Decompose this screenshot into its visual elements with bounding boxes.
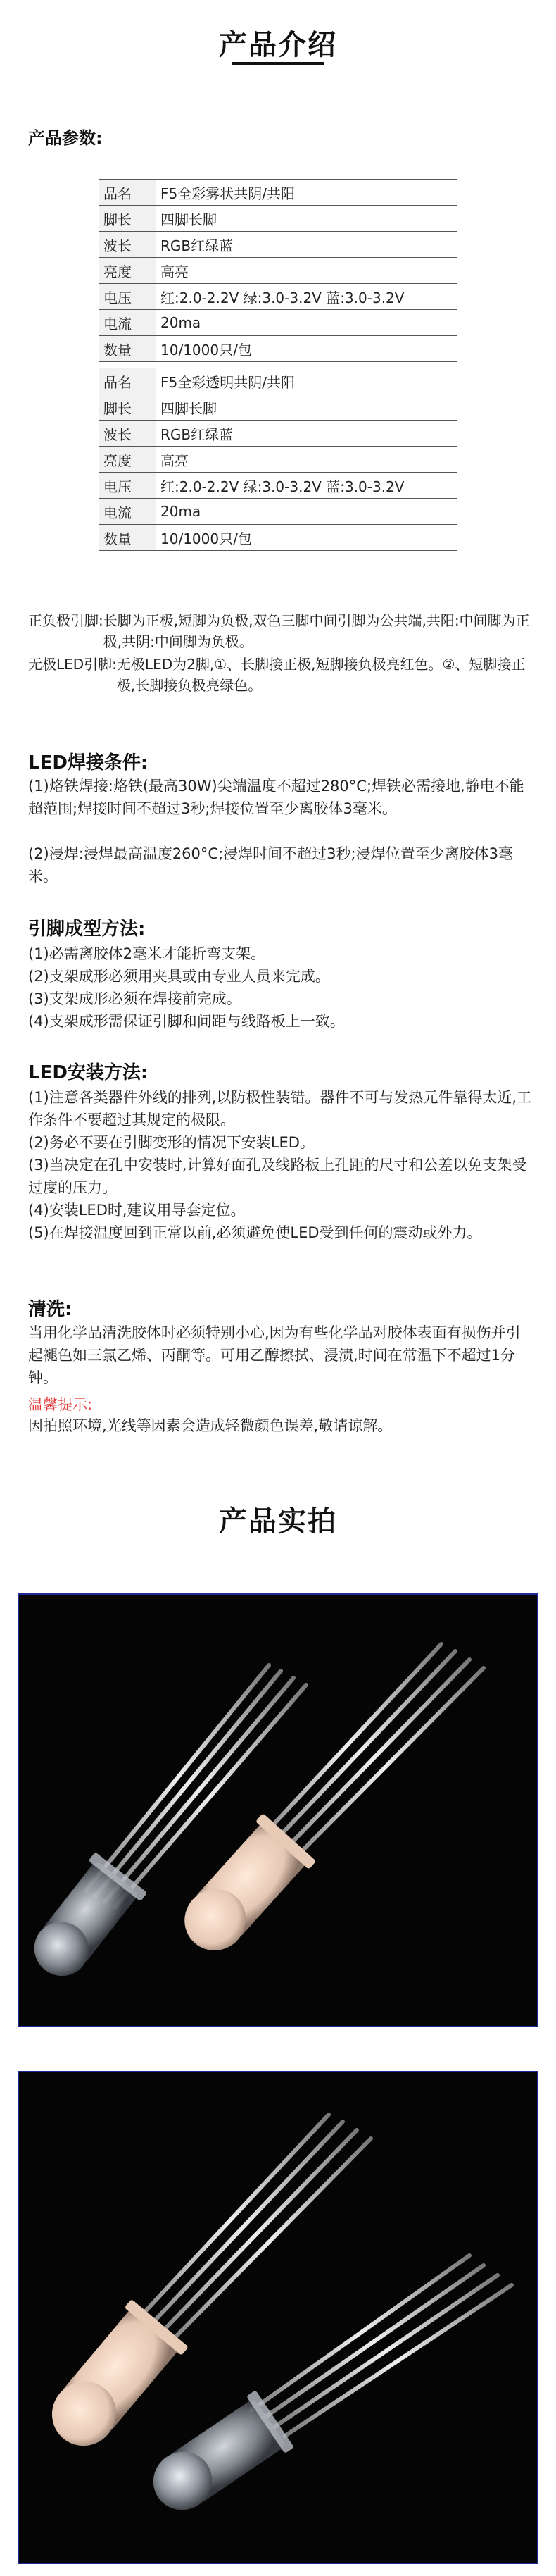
spec-key: 亮度 (99, 258, 156, 284)
pin-term-1: 正负极引脚: (28, 612, 103, 629)
spec-value: 四脚长脚 (156, 206, 457, 232)
list-item: (4)支架成形需保证引脚和间距与线路板上一致。 (28, 1013, 345, 1030)
led-photo-1-illustration (19, 1595, 537, 2026)
spec-key: 品名 (99, 180, 156, 206)
spec-key: 数量 (99, 525, 156, 551)
cleaning-title: 清洗: (28, 1299, 72, 1320)
spec-value: 高亮 (156, 258, 457, 284)
table-row (99, 336, 457, 362)
spec-value: 10/1000只/包 (156, 336, 457, 362)
tip-label: 温馨提示: (28, 1396, 93, 1413)
spec-key: 亮度 (99, 447, 156, 473)
install-title: LED安装方法: (28, 1062, 149, 1083)
list-item: (3)当决定在孔中安装时,计算好面孔及线路板上孔距的尺寸和公差以免支架受过度的压力。 (28, 1157, 527, 1196)
spec-value: 20ma (156, 310, 457, 336)
led-photo-2-illustration (19, 2072, 537, 2563)
welding-title: LED焊接条件: (28, 752, 149, 773)
table-row (99, 394, 457, 421)
table-row (99, 368, 457, 394)
spec-key: 品名 (99, 368, 156, 394)
title-underline (232, 62, 324, 65)
page-title: 产品介绍 (219, 29, 337, 61)
spec-table-1 (99, 179, 457, 362)
params-label: 产品参数: (28, 128, 103, 148)
install-list (28, 1086, 535, 1244)
table-row (99, 525, 457, 551)
table-row (99, 499, 457, 525)
led-body-frosted (168, 1813, 316, 1967)
spec-key: 电压 (99, 284, 156, 310)
led-body-clear-2 (139, 2390, 294, 2526)
cleaning-text: 当用化学品清洗胶体时必须特别小心,因为有些化学品对胶体表面有损伤并引起褪色如三氯乙烯、丙酮等。可用乙醇擦拭、浸渍,时间在常温下不超过1分钟。 (28, 1324, 521, 1386)
spec-value: 红:2.0-2.2V 绿:3.0-3.2V 蓝:3.0-3.2V (156, 473, 457, 499)
table-row (99, 180, 457, 206)
spec-value: 红:2.0-2.2V 绿:3.0-3.2V 蓝:3.0-3.2V (156, 284, 457, 310)
list-item: (4)安装LED时,建议用导套定位。 (28, 1202, 246, 1219)
list-item: (1)注意各类器件外线的排列,以防极性装错。器件不可与发热元件靠得太近,工作条件不要超过其规定的极限。 (28, 1089, 532, 1128)
table-row (99, 310, 457, 336)
product-photo-2 (18, 2071, 538, 2564)
table-row (99, 447, 457, 473)
spec-key: 波长 (99, 421, 156, 447)
spec-value: RGB红绿蓝 (156, 421, 457, 447)
spec-key: 脚长 (99, 394, 156, 421)
spec-key: 脚长 (99, 206, 156, 232)
list-item: (2)务必不要在引脚变形的情况下安装LED。 (28, 1134, 315, 1151)
spec-key: 电压 (99, 473, 156, 499)
table-row (99, 258, 457, 284)
spec-key: 波长 (99, 232, 156, 258)
welding-p2: (2)浸焊:浸焊最高温度260°C;浸焊时间不超过3秒;浸焊位置至少离胶体3毫米。 (28, 845, 513, 885)
spec-value: 20ma (156, 499, 457, 525)
table-row (99, 284, 457, 310)
spec-value: 10/1000只/包 (156, 525, 457, 551)
pin-text-1: 长脚为正极,短脚为负极,双色三脚中间引脚为公共端,共阳:中间脚为正极,共阴:中间脚为负极。 (103, 612, 530, 650)
tip-text: 因拍照环境,光线等因素会造成轻微颜色误差,敬请谅解。 (28, 1417, 393, 1434)
table-row (99, 206, 457, 232)
pin-text-2: 无极LED为2脚,①、长脚接正极,短脚接负极亮红色。②、短脚接正极,长脚接负极亮绿色。 (116, 656, 526, 694)
table-row (99, 421, 457, 447)
spec-key: 电流 (99, 310, 156, 336)
forming-list (28, 942, 535, 1033)
list-item: (3)支架成形必须在焊接前完成。 (28, 990, 241, 1007)
spec-value: F5全彩透明共阴/共阳 (156, 368, 457, 394)
product-photo-1 (18, 1593, 538, 2027)
pin-desc-2 (28, 654, 535, 696)
list-item: (5)在焊接温度回到正常以前,必须避免使LED受到任何的震动或外力。 (28, 1224, 482, 1241)
spec-value: 四脚长脚 (156, 394, 457, 421)
table-row (99, 232, 457, 258)
list-item: (2)支架成形必须用夹具或由专业人员来完成。 (28, 968, 330, 985)
forming-title: 引脚成型方法: (28, 919, 146, 940)
photos-title: 产品实拍 (219, 1505, 337, 1538)
spec-value: 高亮 (156, 447, 457, 473)
spec-key: 数量 (99, 336, 156, 362)
led-body-frosted-2 (34, 2299, 189, 2463)
spec-table-2 (99, 368, 457, 551)
spec-key: 电流 (99, 499, 156, 525)
spec-value: RGB红绿蓝 (156, 232, 457, 258)
table-row (99, 473, 457, 499)
spec-value: F5全彩雾状共阴/共阳 (156, 180, 457, 206)
list-item: (1)必需离胶体2毫米才能折弯支架。 (28, 945, 266, 962)
pin-term-2: 无极LED引脚: (28, 656, 117, 673)
pin-desc-1 (28, 610, 535, 652)
welding-p1: (1)烙铁焊接:烙铁(最高30W)尖端温度不超过280°C;焊铁必需接地,静电不能超范围;焊接时间不超过3秒;焊接位置至少离胶体3毫米。 (28, 778, 524, 817)
